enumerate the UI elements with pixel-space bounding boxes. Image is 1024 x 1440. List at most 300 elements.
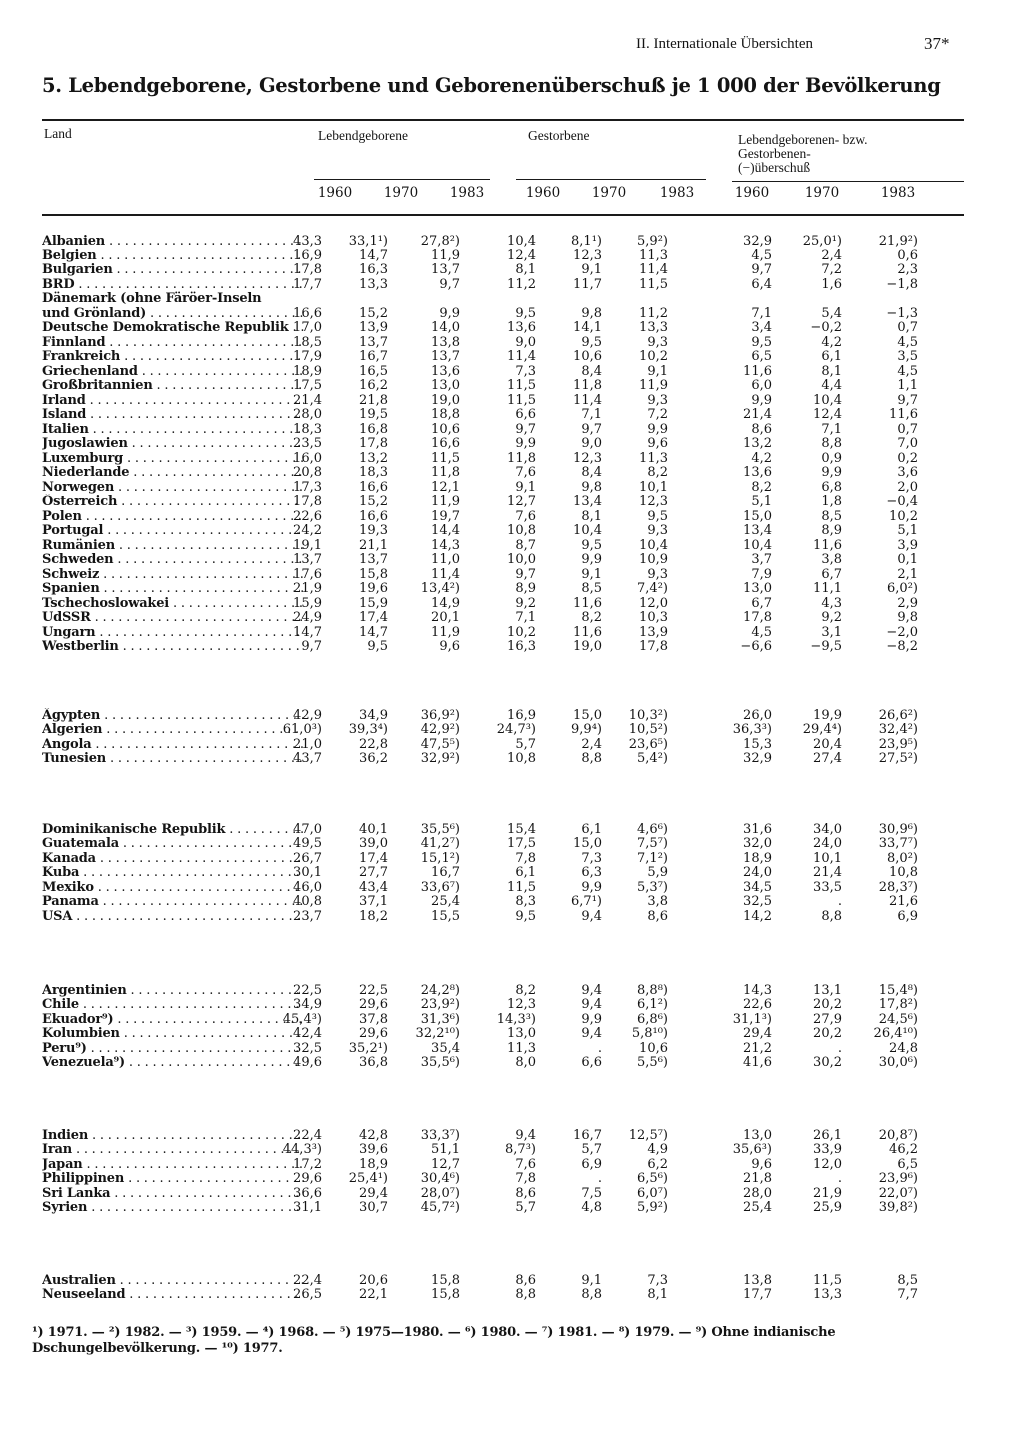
country-name: Neuseeland . . . [42,1287,304,1302]
value-cell: 8,5 [897,1273,918,1288]
value-cell: 27,8²) [420,234,460,249]
value-cell: 8,4 [581,364,602,379]
value-cell: 6,2 [647,1157,668,1172]
value-cell: 33,7⁷) [878,836,918,851]
value-cell: 15,9 [293,596,322,611]
value-cell: 11,6 [743,364,772,379]
value-cell: 14,7 [359,625,388,640]
value-cell: 47,5⁵) [420,737,460,752]
value-cell: 14,3 [431,538,460,553]
value-cell: 16,6 [359,509,388,524]
value-cell: 30,1 [293,865,322,880]
value-cell: 11,8 [507,451,536,466]
value-cell: 20,1 [431,610,460,625]
value-cell: 26,1 [813,1128,842,1143]
value-cell: 13,9 [639,625,668,640]
country-name: Dänemark (ohne Färöer-Inseln [42,291,262,306]
value-cell: 13,6 [743,465,772,480]
value-cell: 8,5 [821,509,842,524]
value-cell: 10,6 [639,1041,668,1056]
value-cell: 17,8 [293,262,322,277]
value-cell: −6,6 [740,639,772,654]
value-cell: 11,3 [507,1041,536,1056]
value-cell: 35,5⁶) [420,822,460,837]
value-cell: 9,6 [439,639,460,654]
value-cell: 11,6 [573,625,602,640]
value-cell: 6,7 [751,596,772,611]
country-name: Albanien . . . [42,234,304,249]
value-cell: 10,8 [507,751,536,766]
value-cell: 4,5 [897,335,918,350]
value-cell: 7,8 [515,851,536,866]
value-cell: 42,9 [293,708,322,723]
value-cell: 17,5 [507,836,536,851]
country-name: Finnland . . . [42,335,304,350]
country-name: Algerien . . . [42,722,304,737]
rule-sub-3 [732,181,964,182]
value-cell: 9,9 [515,436,536,451]
value-cell: 7,6 [515,509,536,524]
value-cell: 32,4²) [878,722,918,737]
value-cell: 9,9 [581,1012,602,1027]
value-cell: 9,3 [647,393,668,408]
value-cell: 36,6 [293,1186,322,1201]
value-cell: 45,7²) [420,1200,460,1215]
value-cell: 22,0⁷) [878,1186,918,1201]
country-name: Island . . . [42,407,304,422]
value-cell: 6,1²) [637,997,668,1012]
value-cell: . [837,1041,842,1056]
year-header: 1960 [317,185,353,201]
value-cell: . [837,894,842,909]
value-cell: −2,0 [886,625,918,640]
value-cell: 9,3 [647,567,668,582]
table-row [0,880,1024,895]
value-cell: 32,9 [743,751,772,766]
value-cell: 12,4 [813,407,842,422]
value-cell: 1,6 [821,277,842,292]
value-cell: 15,3 [743,737,772,752]
value-cell: 30,2 [813,1055,842,1070]
value-cell: 21,2 [743,1041,772,1056]
value-cell: 26,0 [743,708,772,723]
value-cell: 13,4 [573,494,602,509]
value-cell: 0,7 [897,320,918,335]
value-cell: 9,8 [581,306,602,321]
table-row [0,552,1024,567]
value-cell: 20,2 [813,1026,842,1041]
value-cell: 4,2 [751,451,772,466]
value-cell: 14,3³) [496,1012,536,1027]
value-cell: 11,7 [573,277,602,292]
table-row [0,291,1024,306]
value-cell: 24,0 [743,865,772,880]
value-cell: 12,7 [507,494,536,509]
value-cell: 10,1 [813,851,842,866]
value-cell: 8,6 [751,422,772,437]
value-cell: 13,7 [431,262,460,277]
value-cell: 7,2 [821,262,842,277]
value-cell: 10,4 [573,523,602,538]
value-cell: 13,0 [431,378,460,393]
country-name: Philippinen . . . [42,1171,304,1186]
value-cell: 33,1¹) [348,234,388,249]
value-cell: 9,4 [581,1026,602,1041]
value-cell: 12,0 [639,596,668,611]
country-name: Peru⁹) . . . [42,1041,304,1056]
value-cell: 24,0 [813,836,842,851]
country-name: Australien . . . [42,1273,304,1288]
value-cell: 11,3 [639,248,668,263]
value-cell: 33,5 [813,880,842,895]
value-cell: 2,9 [897,596,918,611]
value-cell: 13,9 [359,320,388,335]
country-name: Italien . . . [42,422,304,437]
value-cell: 9,5 [367,639,388,654]
table-row [0,1128,1024,1143]
value-cell: 8,8 [581,1287,602,1302]
value-cell: 32,0 [743,836,772,851]
value-cell: −1,8 [886,277,918,292]
value-cell: 5,4²) [637,751,668,766]
country-name: Dominikanische Republik . . . [42,822,304,837]
header-ueberschuss-3: (−)überschuß [738,160,811,175]
value-cell: 8,8 [581,751,602,766]
country-name: Rumänien . . . [42,538,304,553]
value-cell: 13,2 [743,436,772,451]
value-cell: 2,3 [897,262,918,277]
value-cell: 23,7 [293,909,322,924]
value-cell: 37,8 [359,1012,388,1027]
value-cell: 17,5 [293,378,322,393]
table-row [0,523,1024,538]
value-cell: 47,0 [293,822,322,837]
value-cell: 11,6 [573,596,602,611]
value-cell: 2,1 [897,567,918,582]
value-cell: 44,3³) [282,1142,322,1157]
value-cell: 43,7 [293,751,322,766]
value-cell: 34,9 [293,997,322,1012]
country-name: Westberlin . . . [42,639,304,654]
value-cell: 9,7 [515,422,536,437]
value-cell: 2,4 [821,248,842,263]
value-cell: 24,9 [293,610,322,625]
table-row [0,1273,1024,1288]
value-cell: 13,4²) [420,581,460,596]
value-cell: 26,7 [293,851,322,866]
table-row [0,480,1024,495]
value-cell: 9,7 [751,262,772,277]
value-cell: 17,8²) [878,997,918,1012]
value-cell: 9,9 [821,465,842,480]
table-row [0,581,1024,596]
value-cell: 4,4 [821,378,842,393]
value-cell: 33,6⁷) [420,880,460,895]
value-cell: 9,6 [647,436,668,451]
country-name: Griechenland . . . [42,364,304,379]
value-cell: 25,4 [743,1200,772,1215]
value-cell: . [597,1041,602,1056]
value-cell: 11,6 [813,538,842,553]
value-cell: 36,2 [359,751,388,766]
table-row [0,567,1024,582]
value-cell: 3,8 [821,552,842,567]
country-name: Jugoslawien . . . [42,436,304,451]
value-cell: 6,5 [751,349,772,364]
value-cell: 13,0 [743,581,772,596]
value-cell: 10,2 [639,349,668,364]
country-name: Kanada . . . [42,851,304,866]
value-cell: 4,3 [821,596,842,611]
value-cell: 8,1 [515,262,536,277]
rule-header-bottom [42,214,964,216]
value-cell: 16,2 [359,378,388,393]
country-name: Schweden . . . [42,552,304,567]
table-row [0,596,1024,611]
table-row [0,1041,1024,1056]
value-cell: 6,1 [821,349,842,364]
value-cell: 46,0 [293,880,322,895]
country-name: Sri Lanka . . . [42,1186,304,1201]
country-name: Niederlande . . . [42,465,304,480]
country-name: Schweiz . . . [42,567,304,582]
country-name: Ägypten . . . [42,708,304,723]
value-cell: 9,7 [581,422,602,437]
value-cell: 7,1²) [637,851,668,866]
value-cell: 26,6²) [878,708,918,723]
value-cell: 14,9 [431,596,460,611]
value-cell: 17,8 [359,436,388,451]
country-name: Portugal . . . [42,523,304,538]
table-row [0,1157,1024,1172]
value-cell: 42,4 [293,1026,322,1041]
year-header: 1960 [734,185,770,201]
value-cell: 8,2 [647,465,668,480]
value-cell: 49,6 [293,1055,322,1070]
value-cell: 9,3 [647,335,668,350]
value-cell: 9,1 [647,364,668,379]
value-cell: 29,6 [359,997,388,1012]
value-cell: 8,9 [821,523,842,538]
value-cell: 15,0 [573,708,602,723]
country-name: Deutsche Demokratische Republik . . . [42,320,304,335]
header-land: Land [44,126,72,141]
value-cell: 42,9²) [420,722,460,737]
value-cell: 7,1 [751,306,772,321]
table-row [0,1171,1024,1186]
table-row [0,737,1024,752]
value-cell: 11,2 [639,306,668,321]
value-cell: 18,8 [431,407,460,422]
value-cell: 3,5 [897,349,918,364]
value-cell: 5,7 [515,737,536,752]
value-cell: −9,5 [810,639,842,654]
country-name: Österreich . . . [42,494,304,509]
value-cell: 9,0 [515,335,536,350]
value-cell: 13,0 [507,1026,536,1041]
value-cell: 15,1²) [420,851,460,866]
value-cell: 4,6⁶) [637,822,668,837]
value-cell: 11,0 [431,552,460,567]
value-cell: 9,1 [515,480,536,495]
table-row [0,234,1024,249]
value-cell: 39,8²) [878,1200,918,1215]
value-cell: 9,2 [821,610,842,625]
value-cell: 11,2 [507,277,536,292]
value-cell: 9,7 [515,567,536,582]
value-cell: 29,4 [743,1026,772,1041]
table-row [0,364,1024,379]
value-cell: 33,9 [813,1142,842,1157]
value-cell: 5,3⁷) [637,880,668,895]
value-cell: 49,5 [293,836,322,851]
value-cell: 11,8 [573,378,602,393]
value-cell: 8,0²) [887,851,918,866]
value-cell: 9,8 [897,610,918,625]
value-cell: 21,6 [889,894,918,909]
value-cell: 22,1 [359,1287,388,1302]
value-cell: 0,2 [897,451,918,466]
value-cell: 5,9 [647,865,668,880]
country-name: Polen . . . [42,509,304,524]
value-cell: 5,1 [751,494,772,509]
value-cell: 9,9 [581,880,602,895]
value-cell: 8,9 [515,581,536,596]
value-cell: 25,4¹) [348,1171,388,1186]
value-cell: 21,4 [293,393,322,408]
value-cell: 6,7 [821,567,842,582]
value-cell: 9,0 [581,436,602,451]
value-cell: 11,9 [431,494,460,509]
table-row [0,1142,1024,1157]
value-cell: 12,4 [507,248,536,263]
value-cell: 18,3 [359,465,388,480]
value-cell: 18,9 [743,851,772,866]
country-name: Bulgarien . . . [42,262,304,277]
value-cell: 24,2 [293,523,322,538]
value-cell: 8,8 [515,1287,536,1302]
year-header: 1983 [449,185,485,201]
country-name: Iran . . . [42,1142,304,1157]
value-cell: 16,0 [293,451,322,466]
table-row [0,335,1024,350]
value-cell: 27,9 [813,1012,842,1027]
value-cell: 21,0 [293,737,322,752]
value-cell: 13,8 [743,1273,772,1288]
value-cell: 23,5 [293,436,322,451]
country-name: Großbritannien . . . [42,378,304,393]
value-cell: 8,8 [821,909,842,924]
value-cell: 17,7 [293,277,322,292]
value-cell: 7,4²) [637,581,668,596]
table-row [0,248,1024,263]
value-cell: 13,6 [507,320,536,335]
value-cell: 6,7¹) [571,894,602,909]
value-cell: 21,4 [813,865,842,880]
value-cell: 7,1 [515,610,536,625]
value-cell: 9,8 [581,480,602,495]
value-cell: 21,9 [293,581,322,596]
table-row [0,610,1024,625]
value-cell: 15,4 [507,822,536,837]
value-cell: 10,9 [639,552,668,567]
value-cell: 17,8 [639,639,668,654]
value-cell: 8,5 [581,581,602,596]
value-cell: 22,6 [743,997,772,1012]
value-cell: 40,8 [293,894,322,909]
value-cell: 16,7 [573,1128,602,1143]
value-cell: 9,6 [751,1157,772,1172]
value-cell: 21,4 [743,407,772,422]
value-cell: 8,3 [515,894,536,909]
value-cell: 10,2 [507,625,536,640]
value-cell: 11,5 [431,451,460,466]
value-cell: 25,0¹) [802,234,842,249]
value-cell: 29,6 [293,1171,322,1186]
value-cell: 5,5⁶) [637,1055,668,1070]
table-row [0,851,1024,866]
value-cell: 6,0²) [887,581,918,596]
value-cell: 5,4 [821,306,842,321]
value-cell: 19,0 [431,393,460,408]
value-cell: 7,9 [751,567,772,582]
country-name: Norwegen . . . [42,480,304,495]
value-cell: 9,5 [751,335,772,350]
value-cell: 31,6 [743,822,772,837]
value-cell: 13,7 [359,335,388,350]
country-name: BRD . . . [42,277,304,292]
value-cell: 9,9 [647,422,668,437]
value-cell: 24,7³) [496,722,536,737]
value-cell: 29,6 [359,1026,388,1041]
value-cell: 26,4¹⁰) [873,1026,918,1041]
value-cell: 7,5⁷) [637,836,668,851]
year-header: 1960 [525,185,561,201]
value-cell: 9,9 [751,393,772,408]
value-cell: 11,9 [639,378,668,393]
rule-top [42,119,964,121]
value-cell: 0,1 [897,552,918,567]
value-cell: 8,2 [751,480,772,495]
value-cell: 35,6³) [732,1142,772,1157]
country-name: USA . . . [42,909,304,924]
value-cell: 12,3 [639,494,668,509]
value-cell: 34,9 [359,708,388,723]
value-cell: 15,8 [431,1287,460,1302]
value-cell: 23,9²) [420,997,460,1012]
value-cell: 25,9 [813,1200,842,1215]
value-cell: 7,0 [897,436,918,451]
value-cell: 10,3²) [628,708,668,723]
value-cell: −0,4 [886,494,918,509]
country-name: Guatemala . . . [42,836,304,851]
value-cell: 17,3 [293,480,322,495]
value-cell: 22,8 [359,737,388,752]
value-cell: 11,4 [431,567,460,582]
header-gestorbene: Gestorbene [528,128,590,143]
value-cell: 22,4 [293,1128,322,1143]
table-row [0,538,1024,553]
value-cell: −0,2 [810,320,842,335]
value-cell: 21,8 [359,393,388,408]
value-cell: 19,6 [359,581,388,596]
value-cell: 10,1 [639,480,668,495]
value-cell: 4,5 [751,248,772,263]
value-cell: 11,9 [431,248,460,263]
footnote: ¹) 1971. — ²) 1982. — ³) 1959. — ⁴) 1968. — ⁵) 1975—1980. — ⁶) 1980. — ⁷) 1981. — ⁸) 1979. — ⁹) Ohne indianische Dschungelbevölkerung. — ¹⁰) 1977. [32,1325,836,1356]
value-cell: 6,1 [515,865,536,880]
value-cell: 32,9²) [420,751,460,766]
